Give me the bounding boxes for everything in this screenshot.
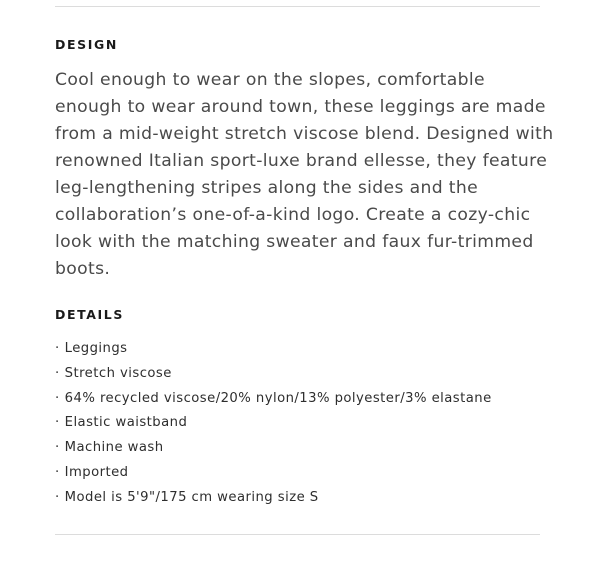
details-item-text: Model is 5'9"/175 cm wearing size S (64, 489, 319, 505)
details-item-text: Imported (64, 464, 129, 480)
bullet-icon: · (55, 440, 60, 456)
bottom-divider (55, 534, 540, 535)
bullet-icon: · (55, 464, 60, 480)
design-heading: DESIGN (55, 37, 118, 52)
bullet-icon: · (55, 390, 60, 406)
details-list-item (55, 387, 492, 412)
details-item-text: Stretch viscose (64, 365, 172, 381)
details-list-item (55, 461, 492, 486)
bullet-icon: · (55, 365, 60, 381)
details-heading: DETAILS (55, 307, 124, 322)
bullet-icon: · (55, 415, 60, 431)
details-list (55, 337, 492, 511)
details-item-text: Machine wash (64, 440, 164, 456)
details-item-text: Elastic waistband (64, 415, 188, 431)
details-list-item (55, 362, 492, 387)
details-item-text: 64% recycled viscose/20% nylon/13% polyester/3% elastane (64, 390, 492, 406)
design-description: Cool enough to wear on the slopes, comfortable enough to wear around town, these leggings are made from a mid-weight stretch viscose blend. Designed with renowned Italian sport-luxe brand ellesse, they feature leg-lengthening stripes along the sides and the collaboration’s one-of-a-kind logo. Create a cozy-chic look with the matching sweater and faux fur-trimmed boots. (55, 70, 554, 279)
details-list-item (55, 337, 492, 362)
bullet-icon: · (55, 341, 60, 356)
top-divider (55, 6, 540, 7)
details-list-item (55, 486, 492, 511)
details-item-text: Leggings (64, 341, 128, 356)
details-list-item (55, 436, 492, 461)
bullet-icon: · (55, 489, 60, 505)
details-list-item (55, 411, 492, 436)
